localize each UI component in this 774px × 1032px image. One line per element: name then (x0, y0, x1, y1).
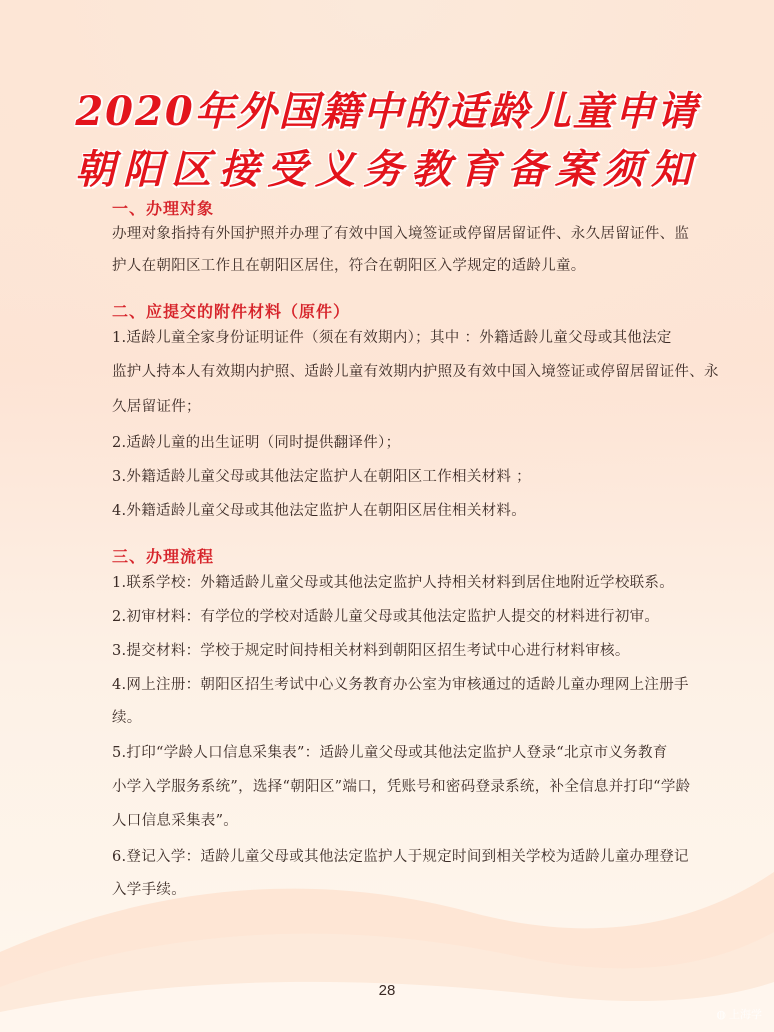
section-3-item-4-line-1: 4.网上注册：朝阳区招生考试中心义务教育办公室为审核通过的适龄儿童办理网上注册手 (112, 677, 689, 693)
section-2-item-1-line-3: 久居留证件； (112, 399, 201, 415)
watermark-text: 上海学 (729, 1008, 762, 1021)
section-2-item-1-line-2: 监护人持本人有效期内护照、适龄儿童有效期内护照及有效中国入境签证或停留居留证件、永 (112, 364, 719, 380)
title-line-2: 朝阳区接受义务教育备案须知 (75, 146, 699, 193)
section-3-item-5-line-3: 人口信息采集表”。 (112, 813, 239, 829)
section-heading-1: 一、办理对象 (112, 199, 215, 218)
section-2-item-1-line-1: 1.适龄儿童全家身份证明证件（须在有效期内）；其中 ：外籍适龄儿童父母或其他法定 (112, 330, 672, 346)
section-3-item-6-line-2: 入学手续。 (112, 882, 186, 898)
section-1-paragraph-line-2: 护人在朝阳区工作且在朝阳区居住，符合在朝阳区入学规定的适龄儿童。 (112, 258, 586, 274)
section-2-item-2: 2.适龄儿童的出生证明（同时提供翻译件）； (112, 435, 401, 451)
section-heading-3: 三、办理流程 (112, 547, 215, 566)
title-line-1: 2020年外国籍中的适龄儿童申请 (75, 88, 699, 135)
page-number: 28 (378, 982, 396, 999)
section-heading-2: 二、应提交的附件材料（原件） (112, 302, 351, 321)
watermark-icon: ◍ (716, 1007, 726, 1021)
section-2-item-3: 3.外籍适龄儿童父母或其他法定监护人在朝阳区工作相关材料 ； (112, 469, 531, 485)
section-2-item-4: 4.外籍适龄儿童父母或其他法定监护人在朝阳区居住相关材料。 (112, 503, 527, 519)
watermark (716, 1006, 762, 1022)
section-3-item-5-line-1: 5.打印“学龄人口信息采集表”：适龄儿童父母或其他法定监护人登录“北京市义务教育 (112, 745, 668, 761)
section-3-item-6-line-1: 6.登记入学：适龄儿童父母或其他法定监护人于规定时间到相关学校为适龄儿童办理登记 (112, 849, 689, 865)
section-3-item-2: 2.初审材料：有学位的学校对适龄儿童父母或其他法定监护人提交的材料进行初审。 (112, 609, 660, 625)
section-3-item-4-line-2: 续。 (112, 710, 142, 726)
section-3-item-3: 3.提交材料：学校于规定时间持相关材料到朝阳区招生考试中心进行材料审核。 (112, 643, 630, 659)
section-1-paragraph-line-1: 办理对象指持有外国护照并办理了有效中国入境签证或停留居留证件、永久居留证件、监 (112, 226, 690, 242)
section-3-item-1: 1.联系学校：外籍适龄儿童父母或其他法定监护人持相关材料到居住地附近学校联系。 (112, 575, 675, 591)
section-3-item-5-line-2: 小学入学服务系统”，选择“朝阳区”端口，凭账号和密码登录系统，补全信息并打印“学龄 (112, 779, 691, 795)
